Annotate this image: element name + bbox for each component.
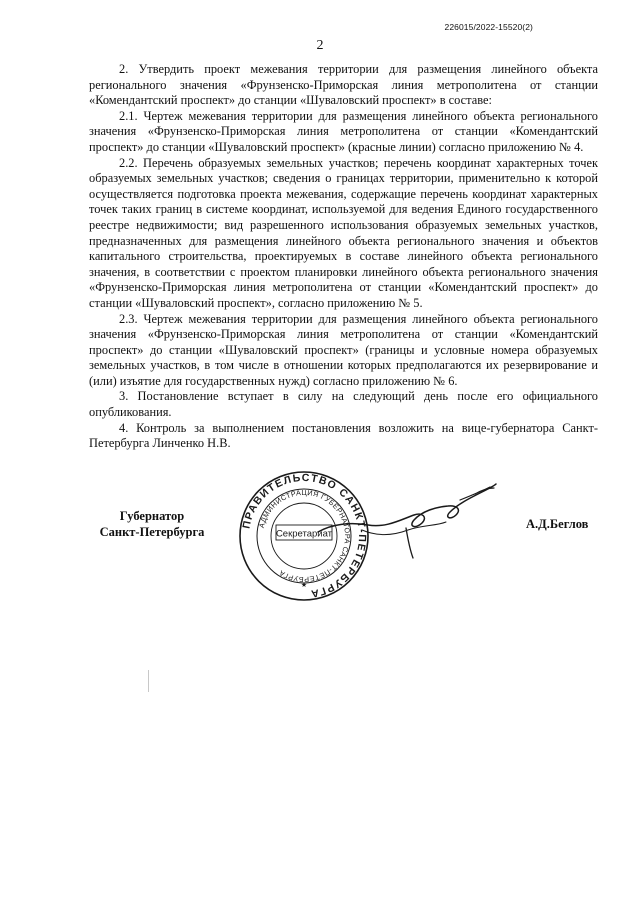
seal-center-text: Секретариат [275, 528, 333, 540]
seal-outer-text: ПРАВИТЕЛЬСТВО САНКТ-ПЕТЕРБУРГА [240, 471, 369, 600]
signer-position [92, 508, 212, 540]
paragraph: 2.3. Чертеж межевания территории для размещения линейного объекта регионального значения «Фрунзенско-Приморская линия метрополитена от станции «Комендантский проспект» до станции «Шуваловский проспект» (границы и условные номера образуемых земельных участков, в том числе в отношении которых предполагаются их резервирование и (или) изъятие для государственных нужд) согласно приложению № 6. [89, 311, 598, 388]
paragraph: 4. Контроль за выполнением постановления возложить на вице-губернатора Санкт-Петербурга Линченко Н.В. [89, 420, 598, 451]
paragraph: 2.1. Чертеж межевания территории для размещения линейного объекта регионального значения «Фрунзенско-Приморская линия метрополитена от станции «Комендантский проспект» до станции «Шуваловский проспект» (красные линии) согласно приложению № 4. [89, 108, 598, 154]
handwritten-signature [310, 470, 500, 560]
document-registration-number: 226015/2022-15520(2) [444, 22, 533, 32]
scan-margin-mark [148, 670, 149, 692]
page-number: 2 [316, 38, 324, 53]
paragraph: 2. Утвердить проект межевания территории для размещения линейного объекта регионального значения «Фрунзенско-Приморская линия метрополитена от станции «Комендантский проспект» до станции «Шуваловский проспект» в составе: [89, 62, 598, 108]
paragraph: 2.2. Перечень образуемых земельных участков; перечень координат характерных точек образуемых земельных участков; сведения о границах территории, применительно к которой осуществляется подготовка проекта межевания, содержащие перечень координат характерных точек таких границ в системе координат, используемой для ведения Единого государственного реестре недвижимости; вид разрешенного использования образуемых земельных участков, предназначенных для размещения линейного объекта регионального значения и объектов капитального строительства, проектируемых в составе линейного объекта регионального значения, в соответствии с проектом планировки линейного объекта регионального значения «Фрунзенско-Приморская линия метрополитена от станции «Комендантский проспект» до станции «Шуваловский проспект», согласно приложению № 5. [89, 155, 598, 310]
paragraph: 3. Постановление вступает в силу на следующий день после его официального опубликования. [89, 389, 598, 420]
seal-star-icon: ★ [300, 581, 308, 589]
signer-position-line: Губернатор [119, 509, 185, 523]
seal-inner-text: АДМИНИСТРАЦИЯ ГУБЕРНАТОРА САНКТ-ПЕТЕРБУРГА [256, 487, 353, 585]
signer-name: А.Д.Беглов [526, 517, 589, 531]
signer-position-line: Санкт-Петербурга [99, 525, 205, 539]
